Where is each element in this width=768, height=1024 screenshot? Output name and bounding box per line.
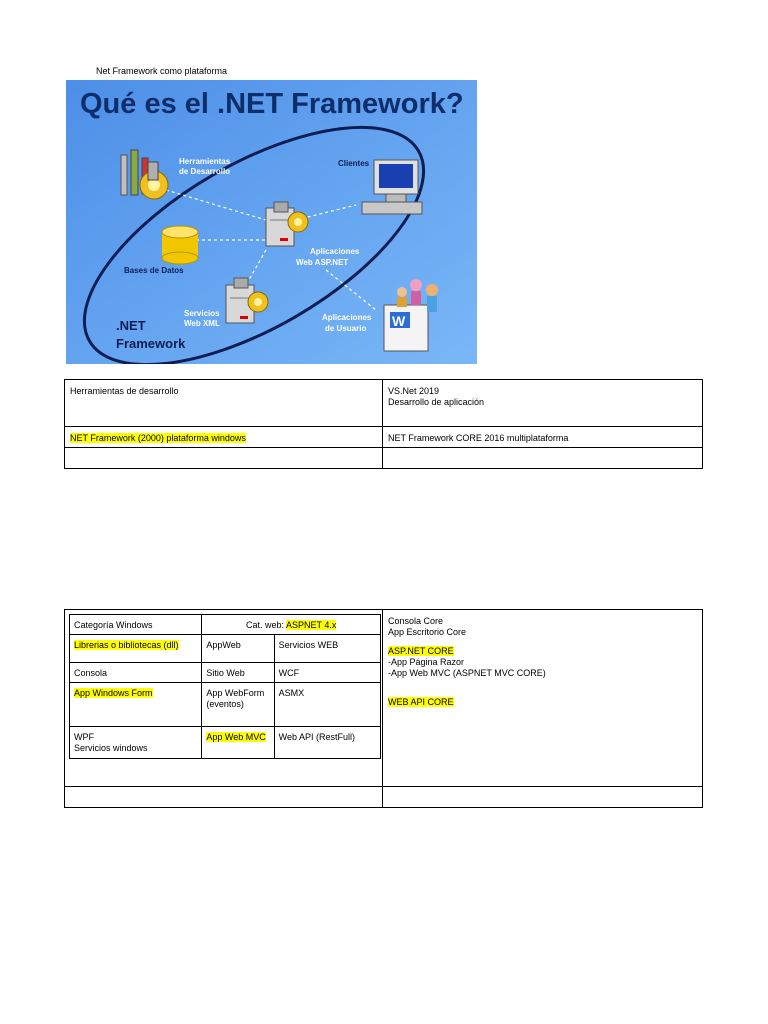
- categories-table: [64, 609, 703, 808]
- cell-net-framework: NET Framework (2000) plataforma windows: [65, 427, 383, 448]
- label-servicios-1: Servicios: [184, 309, 220, 318]
- cell-vsnet: VS.Net 2019 Desarrollo de aplicación: [383, 380, 703, 427]
- label-aplicaciones-web-1: Aplicaciones: [310, 247, 360, 256]
- label-net-2: Framework: [116, 336, 186, 351]
- cell-asmx: ASMX: [274, 683, 380, 727]
- inner-categories-table: [69, 614, 381, 759]
- cell-app-webform: App WebForm (eventos): [202, 683, 274, 727]
- slide-diagram: [66, 80, 477, 364]
- cell-app-web-mvc: App Web MVC: [202, 727, 274, 759]
- label-aplicaciones-web-2: Web ASP.NET: [296, 258, 349, 267]
- slide-title: Qué es el .NET Framework?: [80, 88, 464, 120]
- database-icon: [162, 226, 198, 264]
- cell-categories-inner: [65, 610, 383, 787]
- cell-empty-4: [383, 787, 703, 808]
- aspnet-core-heading: ASP.NET CORE: [388, 646, 454, 656]
- cell-sitio-web: Sitio Web: [202, 663, 274, 683]
- cell-librerias: Librerias o bibliotecas (dll): [70, 635, 202, 663]
- cell-servicios-web: Servicios WEB: [274, 635, 380, 663]
- svg-text:W: W: [392, 313, 406, 329]
- app-escritorio-core: App Escritorio Core: [388, 627, 467, 637]
- cell-empty-2: [383, 448, 703, 469]
- cell-wcf: WCF: [274, 663, 380, 683]
- cell-core-list: [383, 610, 703, 787]
- app-pagina-razor: -App Página Razor: [388, 657, 465, 667]
- label-herramientas-2: de Desarrollo: [179, 167, 231, 176]
- cell-herramientas: Herramientas de desarrollo: [65, 380, 383, 427]
- cell-app-windows-form: App Windows Form: [70, 683, 202, 727]
- label-aplicaciones-usuario-2: de Usuario: [325, 324, 367, 333]
- app-web-mvc-core: -App Web MVC (ASPNET MVC CORE): [388, 668, 546, 678]
- label-net-1: .NET: [116, 318, 146, 333]
- net-framework-slide: [66, 80, 477, 364]
- development-table: [64, 379, 703, 469]
- consola-core: Consola Core: [388, 616, 444, 626]
- cell-wpf: WPF Servicios windows: [70, 727, 202, 759]
- label-clientes: Clientes: [338, 159, 370, 168]
- label-bases: Bases de Datos: [124, 266, 184, 275]
- label-aplicaciones-usuario-1: Aplicaciones: [322, 313, 372, 322]
- web-api-core: WEB API CORE: [388, 697, 454, 707]
- cell-consola: Consola: [70, 663, 202, 683]
- cell-empty-3: [65, 787, 383, 808]
- header-cat-web: Cat. web: ASPNET 4.x: [202, 615, 381, 635]
- slide-caption: Net Framework como plataforma: [96, 66, 228, 76]
- cell-empty-1: [65, 448, 383, 469]
- header-cat-windows: Categoría Windows: [70, 615, 202, 635]
- label-servicios-2: Web XML: [184, 319, 220, 328]
- cell-appweb: AppWeb: [202, 635, 274, 663]
- cell-net-core: NET Framework CORE 2016 multiplataforma: [383, 427, 703, 448]
- cell-web-api: Web API (RestFull): [274, 727, 380, 759]
- label-herramientas-1: Herramientas: [179, 157, 231, 166]
